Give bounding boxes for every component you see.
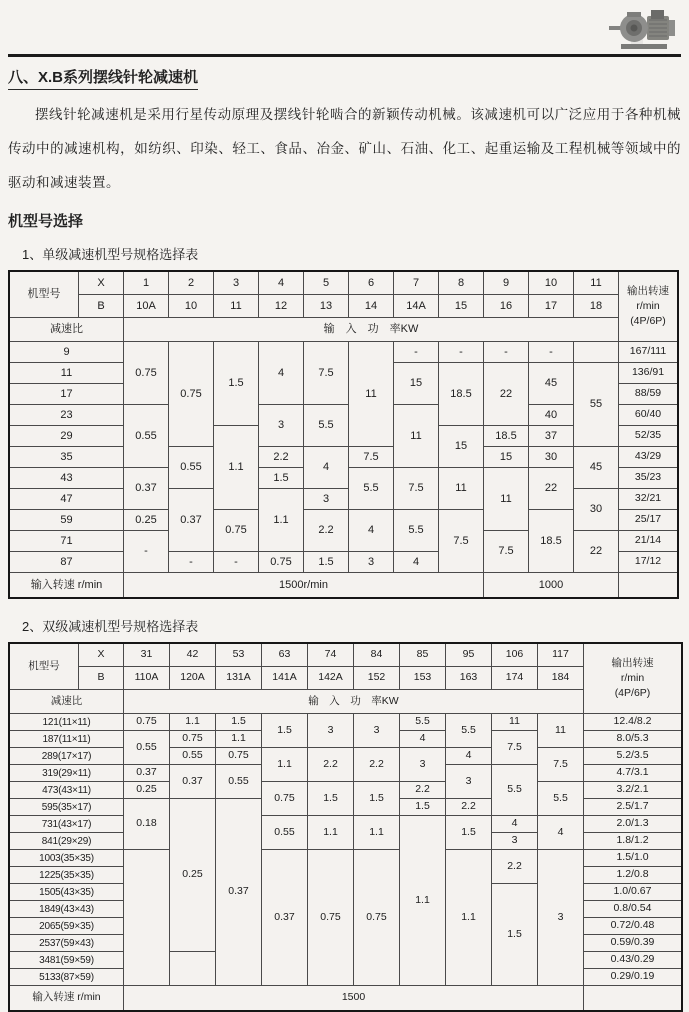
power-value: 15 <box>394 363 438 404</box>
output-speed-header-line: 输出转速 <box>611 656 654 669</box>
b-value: 142A <box>308 667 353 689</box>
power-value: 2.2 <box>492 850 537 883</box>
x-value: 10 <box>529 272 573 294</box>
page-header <box>8 0 681 54</box>
intro-paragraph: 摆线针轮减速机是采用行星传动原理及摆线针轮啮合的新颖传动机械。该减速机可以广泛应用于各种机械传动中的减速机构，如纺织、印染、轻工、食品、冶金、矿山、石油、化工、起重运输及工程机械等领域中的驱动和减速装置。 <box>8 107 681 190</box>
b-label: B <box>79 295 123 317</box>
power-value: 1.5 <box>354 782 399 815</box>
power-value: 7.5 <box>394 468 438 509</box>
input-power-header: 输 入 功 率KW <box>124 690 583 713</box>
ratio-value: 11 <box>10 363 123 383</box>
single-stage-table <box>8 270 679 599</box>
power-value: 2.2 <box>446 799 491 815</box>
output-value: 0.72/0.48 <box>584 918 681 934</box>
model-label: 机型号 <box>10 272 78 317</box>
ratio-value: 47 <box>10 489 123 509</box>
x-value: 1 <box>124 272 168 294</box>
b-value: 14 <box>349 295 393 317</box>
power-value: 0.25 <box>124 510 168 530</box>
power-value: 0.37 <box>124 765 169 781</box>
input-speed-value: 1500 <box>124 986 583 1010</box>
ratio-value: 59 <box>10 510 123 530</box>
power-value: 1.5 <box>446 816 491 849</box>
b-value: 12 <box>259 295 303 317</box>
ratio-label: 减速比 <box>10 318 123 341</box>
x-value: 42 <box>170 644 215 666</box>
power-value: 4 <box>394 552 438 572</box>
b-value: 110A <box>124 667 169 689</box>
table1-caption: 1、单级减速机型号规格选择表 <box>22 247 199 262</box>
power-value: 0.75 <box>124 714 169 730</box>
output-speed-header-line: r/min <box>620 671 645 684</box>
b-value: 16 <box>484 295 528 317</box>
b-value: 17 <box>529 295 573 317</box>
power-value: 7.5 <box>304 342 348 404</box>
power-value: 18.5 <box>529 510 573 572</box>
ratio-value: 1225(35×35) <box>10 867 123 883</box>
power-value: 11 <box>484 468 528 530</box>
power-value: 45 <box>574 447 618 488</box>
b-value: 174 <box>492 667 537 689</box>
ratio-value: 319(29×11) <box>10 765 123 781</box>
ratio-value: 87 <box>10 552 123 572</box>
power-value: 0.75 <box>262 782 307 815</box>
power-value: 55 <box>574 363 618 446</box>
input-power-header: 输 入 功 率KW <box>124 318 618 341</box>
power-value: 1.5 <box>308 782 353 815</box>
b-value: 152 <box>354 667 399 689</box>
output-value: 32/21 <box>619 489 677 509</box>
x-value: 53 <box>216 644 261 666</box>
output-value: 35/23 <box>619 468 677 488</box>
power-value: 3 <box>304 489 348 509</box>
power-value: 0.37 <box>124 468 168 509</box>
output-value: 1.8/1.2 <box>584 833 681 849</box>
output-value: 167/111 <box>619 342 677 362</box>
reducer-photo <box>607 6 679 52</box>
x-value: 95 <box>446 644 491 666</box>
power-value: 1.5 <box>304 552 348 572</box>
output-value: 1.2/0.8 <box>584 867 681 883</box>
power-value: 1.1 <box>446 850 491 985</box>
b-value: 13 <box>304 295 348 317</box>
x-value: 3 <box>214 272 258 294</box>
power-value: 2.2 <box>304 510 348 551</box>
power-value: 0.75 <box>124 342 168 404</box>
ratio-value: 17 <box>10 384 123 404</box>
output-value: 52/35 <box>619 426 677 446</box>
power-value: 15 <box>484 447 528 467</box>
output-value: 1.0/0.67 <box>584 884 681 900</box>
output-speed-header-line: r/min <box>636 299 660 312</box>
power-value: 22 <box>529 468 573 509</box>
x-value: 7 <box>394 272 438 294</box>
b-value: 153 <box>400 667 445 689</box>
power-value: 4 <box>259 342 303 404</box>
b-label: B <box>79 667 123 689</box>
power-value <box>170 952 215 985</box>
x-value: 117 <box>538 644 583 666</box>
ratio-value: 187(11×11) <box>10 731 123 747</box>
power-value: 0.55 <box>170 748 215 764</box>
table2-caption: 2、双级减速机型号规格选择表 <box>22 619 199 634</box>
power-value: - <box>124 531 168 572</box>
power-value: 0.37 <box>170 765 215 798</box>
power-value: 7.5 <box>484 531 528 572</box>
b-value: 10A <box>124 295 168 317</box>
power-value: 2.2 <box>259 447 303 467</box>
power-value: 0.55 <box>169 447 213 488</box>
ratio-value: 1505(43×35) <box>10 884 123 900</box>
power-value: 3 <box>349 552 393 572</box>
power-value: 11 <box>439 468 483 509</box>
power-value: 3 <box>400 748 445 781</box>
b-value: 14A <box>394 295 438 317</box>
ratio-value: 71 <box>10 531 123 551</box>
model-label: 机型号 <box>10 644 78 689</box>
power-value: 5.5 <box>446 714 491 747</box>
power-value: 1.1 <box>308 816 353 849</box>
power-value: 18.5 <box>484 426 528 446</box>
output-value: 4.7/3.1 <box>584 765 681 781</box>
power-value: 1.5 <box>262 714 307 747</box>
power-value: 11 <box>349 342 393 446</box>
power-value: 3 <box>538 850 583 985</box>
x-value: 6 <box>349 272 393 294</box>
power-value: - <box>214 552 258 572</box>
power-value: 3 <box>492 833 537 849</box>
power-value: - <box>394 342 438 362</box>
b-value: 163 <box>446 667 491 689</box>
power-value: 0.25 <box>124 782 169 798</box>
x-value: 31 <box>124 644 169 666</box>
x-value: 4 <box>259 272 303 294</box>
power-value: 18.5 <box>439 363 483 425</box>
power-value: 3 <box>446 765 491 798</box>
power-value: 1.5 <box>259 468 303 488</box>
ratio-value: 3481(59×59) <box>10 952 123 968</box>
output-speed-header <box>584 644 681 713</box>
output-value: 0.59/0.39 <box>584 935 681 951</box>
power-value: 2.2 <box>308 748 353 781</box>
power-value: 7.5 <box>439 510 483 572</box>
x-value: 11 <box>574 272 618 294</box>
input-speed-value: 1000 <box>484 573 618 597</box>
power-value: 11 <box>492 714 537 730</box>
power-value: 30 <box>529 447 573 467</box>
power-value: 1.5 <box>492 884 537 985</box>
two-stage-table <box>8 642 683 1012</box>
power-value: 0.75 <box>354 850 399 985</box>
power-value: 0.18 <box>124 799 169 849</box>
power-value: 0.37 <box>262 850 307 985</box>
top-rule <box>8 54 681 57</box>
x-value: 9 <box>484 272 528 294</box>
power-value: 1.1 <box>262 748 307 781</box>
x-value: 2 <box>169 272 213 294</box>
input-speed-label: 输入转速 r/min <box>10 573 123 597</box>
power-value: 5.5 <box>304 405 348 446</box>
power-value: 15 <box>439 426 483 467</box>
power-value <box>124 850 169 985</box>
output-value: 17/12 <box>619 552 677 572</box>
selection-heading: 机型号选择 <box>8 213 84 230</box>
ratio-value: 5133(87×59) <box>10 969 123 985</box>
output-value: 0.8/0.54 <box>584 901 681 917</box>
output-value: 60/40 <box>619 405 677 425</box>
ratio-value: 1849(43×43) <box>10 901 123 917</box>
power-value: 7.5 <box>349 447 393 467</box>
power-value: 1.1 <box>170 714 215 730</box>
power-value: 3 <box>259 405 303 446</box>
power-value: 22 <box>574 531 618 572</box>
output-value: 25/17 <box>619 510 677 530</box>
x-value: 8 <box>439 272 483 294</box>
power-value: 0.55 <box>124 731 169 764</box>
ratio-value: 35 <box>10 447 123 467</box>
x-value: 85 <box>400 644 445 666</box>
power-value: 1.5 <box>400 799 445 815</box>
b-value: 131A <box>216 667 261 689</box>
power-value <box>574 342 618 362</box>
power-value: - <box>439 342 483 362</box>
x-value: 63 <box>262 644 307 666</box>
ratio-value: 473(43×11) <box>10 782 123 798</box>
output-value: 21/14 <box>619 531 677 551</box>
power-value: 2.2 <box>354 748 399 781</box>
power-value: 0.25 <box>170 799 215 951</box>
power-value: 5.5 <box>538 782 583 815</box>
output-value: 1.5/1.0 <box>584 850 681 866</box>
footer-output-cell <box>619 573 677 597</box>
x-value: 74 <box>308 644 353 666</box>
input-speed-value: 1500r/min <box>124 573 483 597</box>
ratio-value: 9 <box>10 342 123 362</box>
b-value: 184 <box>538 667 583 689</box>
power-value: 4 <box>538 816 583 849</box>
x-label: X <box>79 272 123 294</box>
ratio-value: 29 <box>10 426 123 446</box>
power-value: 4 <box>304 447 348 488</box>
power-value: 1.1 <box>214 426 258 509</box>
power-value: 5.5 <box>492 765 537 815</box>
input-speed-label: 输入转速 r/min <box>10 986 123 1010</box>
power-value: 45 <box>529 363 573 404</box>
ratio-value: 2537(59×43) <box>10 935 123 951</box>
power-value: 1.5 <box>216 714 261 730</box>
power-value: 1.1 <box>400 816 445 985</box>
power-value: 0.75 <box>170 731 215 747</box>
x-label: X <box>79 644 123 666</box>
power-value: 0.37 <box>169 489 213 551</box>
b-value: 18 <box>574 295 618 317</box>
power-value: 37 <box>529 426 573 446</box>
ratio-label: 减速比 <box>10 690 123 713</box>
section-title: 八、X.B系列摆线针轮减速机 <box>8 66 681 90</box>
power-value: 3 <box>354 714 399 747</box>
power-value: 30 <box>574 489 618 530</box>
footer-output-cell <box>584 986 681 1010</box>
b-value: 10 <box>169 295 213 317</box>
power-value: 3 <box>308 714 353 747</box>
output-value: 43/29 <box>619 447 677 467</box>
power-value: 7.5 <box>538 748 583 781</box>
b-value: 11 <box>214 295 258 317</box>
power-value: 0.55 <box>124 405 168 467</box>
power-value: 11 <box>394 405 438 467</box>
power-value: 0.55 <box>262 816 307 849</box>
output-value: 3.2/2.1 <box>584 782 681 798</box>
ratio-value: 121(11×11) <box>10 714 123 730</box>
output-speed-header-line: (4P/6P) <box>614 687 651 700</box>
ratio-value: 841(29×29) <box>10 833 123 849</box>
power-value: 2.2 <box>400 782 445 798</box>
ratio-value: 289(17×17) <box>10 748 123 764</box>
power-value: 4 <box>400 731 445 747</box>
power-value: 11 <box>538 714 583 747</box>
power-value: 1.1 <box>216 731 261 747</box>
output-value: 8.0/5.3 <box>584 731 681 747</box>
power-value: 5.5 <box>349 468 393 509</box>
output-value: 5.2/3.5 <box>584 748 681 764</box>
power-value: - <box>484 342 528 362</box>
power-value: - <box>169 552 213 572</box>
output-value: 136/91 <box>619 363 677 383</box>
output-speed-header-line: 输出转速 <box>627 284 669 297</box>
power-value: 4 <box>349 510 393 551</box>
output-value: 2.5/1.7 <box>584 799 681 815</box>
power-value: 4 <box>446 748 491 764</box>
power-value: 0.75 <box>259 552 303 572</box>
ratio-value: 731(43×17) <box>10 816 123 832</box>
ratio-value: 1003(35×35) <box>10 850 123 866</box>
b-value: 15 <box>439 295 483 317</box>
ratio-value: 23 <box>10 405 123 425</box>
b-value: 120A <box>170 667 215 689</box>
ratio-value: 2065(59×35) <box>10 918 123 934</box>
power-value: - <box>529 342 573 362</box>
x-value: 106 <box>492 644 537 666</box>
output-speed-header-line: (4P/6P) <box>630 315 666 328</box>
power-value: 0.75 <box>214 510 258 551</box>
power-value: 5.5 <box>394 510 438 551</box>
x-value: 84 <box>354 644 399 666</box>
power-value: 1.1 <box>354 816 399 849</box>
power-value: 0.55 <box>216 765 261 798</box>
output-value: 0.29/0.19 <box>584 969 681 985</box>
b-value: 141A <box>262 667 307 689</box>
power-value: 0.75 <box>308 850 353 985</box>
output-value: 0.43/0.29 <box>584 952 681 968</box>
output-speed-header <box>619 272 677 341</box>
ratio-value: 43 <box>10 468 123 488</box>
power-value: 1.1 <box>259 489 303 551</box>
output-value: 12.4/8.2 <box>584 714 681 730</box>
output-value: 88/59 <box>619 384 677 404</box>
power-value: 0.37 <box>216 799 261 985</box>
output-value: 2.0/1.3 <box>584 816 681 832</box>
power-value: 1.5 <box>214 342 258 425</box>
power-value: 0.75 <box>169 342 213 446</box>
power-value: 22 <box>484 363 528 425</box>
power-value: 7.5 <box>492 731 537 764</box>
power-value: 0.75 <box>216 748 261 764</box>
power-value: 5.5 <box>400 714 445 730</box>
power-value: 40 <box>529 405 573 425</box>
ratio-value: 595(35×17) <box>10 799 123 815</box>
x-value: 5 <box>304 272 348 294</box>
power-value: 4 <box>492 816 537 832</box>
